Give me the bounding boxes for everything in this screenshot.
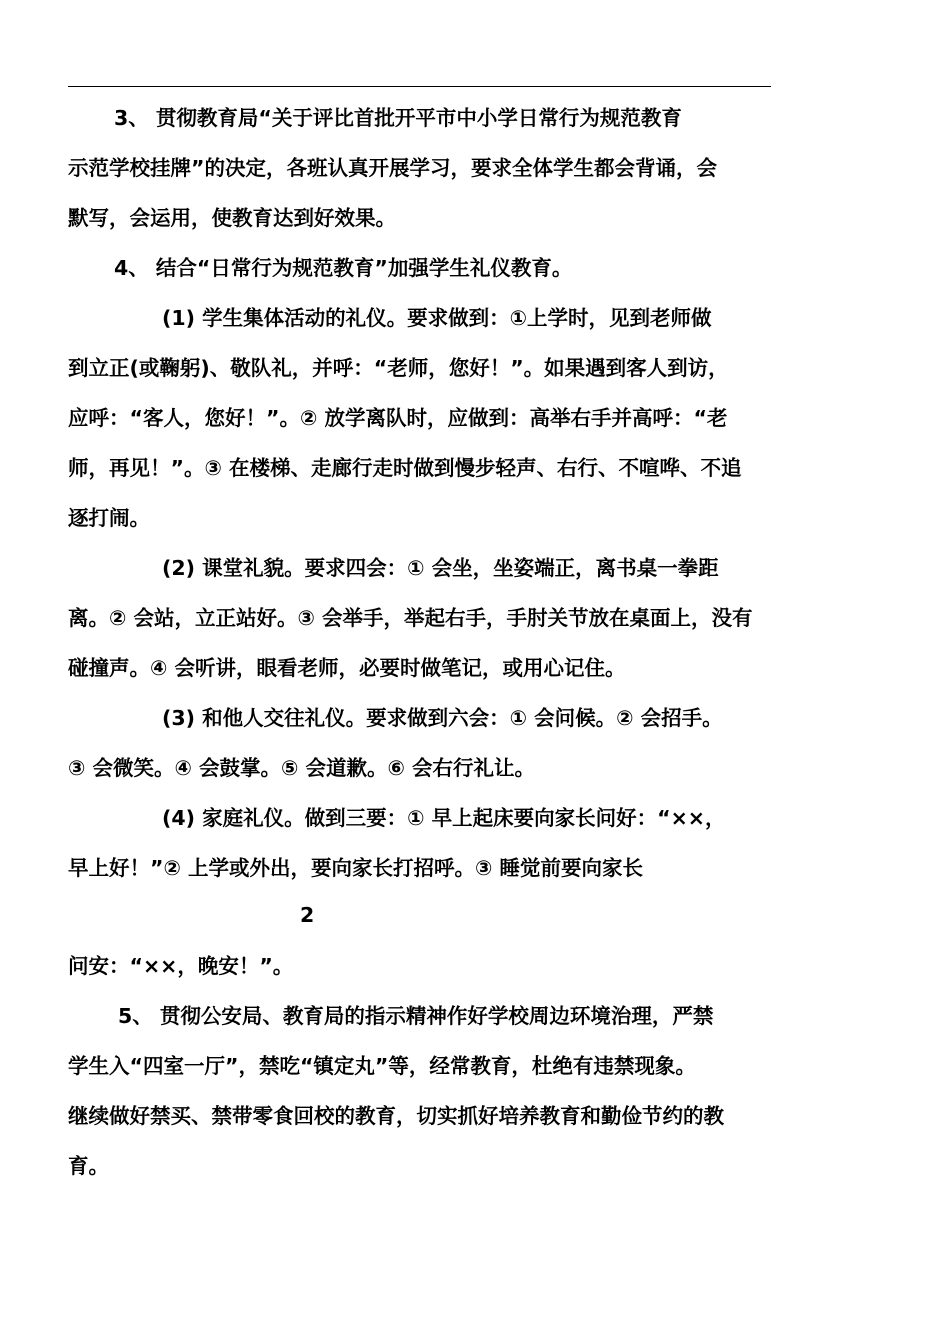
sub-item-4-line-3: 问安：“××，晚安！”。 (68, 954, 294, 978)
sub-item-1-line-3: 应呼：“客人，您好！”。② 放学离队时，应做到：高举右手并高呼：“老 (68, 406, 728, 430)
item-5-line-4: 育。 (68, 1154, 109, 1178)
sub-item-1-line-5: 逐打闹。 (68, 506, 150, 530)
sub-item-1-line-2: 到立正(或鞠躬)、敬队礼，并呼：“老师，您好！”。如果遇到客人到访， (68, 356, 729, 380)
item-5-line-3: 继续做好禁买、禁带零食回校的教育，切实抓好培养教育和勤俭节约的教 (68, 1104, 724, 1128)
sub-item-2-line-2: 离。② 会站，立正站好。③ 会举手，举起右手，手肘关节放在桌面上，没有 (68, 606, 753, 630)
header-rule (68, 86, 771, 87)
sub-item-3-line-1: (3) 和他人交往礼仪。要求做到六会：① 会问候。② 会招手。 (162, 706, 723, 730)
item-5-line-2: 学生入“四室一厅”，禁吃“镇定丸”等，经常教育，杜绝有违禁现象。 (68, 1054, 696, 1078)
item-4-heading: 4、 结合“日常行为规范教育”加强学生礼仪教育。 (114, 256, 573, 280)
sub-item-4-line-1: (4) 家庭礼仪。做到三要：① 早上起床要向家长问好：“××， (162, 806, 726, 830)
item-3-line-1: 3、 贯彻教育局“关于评比首批开平市中小学日常行为规范教育 (114, 106, 682, 130)
sub-item-1-line-1: (1) 学生集体活动的礼仪。要求做到：①上学时，见到老师做 (162, 306, 712, 330)
item-3-line-3: 默写，会运用，使教育达到好效果。 (68, 206, 396, 230)
sub-item-4-line-2: 早上好！”② 上学或外出，要向家长打招呼。③ 睡觉前要向家长 (68, 856, 643, 880)
page-number: 2 (300, 903, 315, 927)
sub-item-1-line-4: 师，再见！”。③ 在楼梯、走廊行走时做到慢步轻声、右行、不喧哗、不追 (68, 456, 742, 480)
sub-item-3-line-2: ③ 会微笑。④ 会鼓掌。⑤ 会道歉。⑥ 会右行礼让。 (68, 756, 535, 780)
sub-item-2-line-1: (2) 课堂礼貌。要求四会：① 会坐，坐姿端正，离书桌一拳距 (162, 556, 719, 580)
item-3-line-2: 示范学校挂牌”的决定，各班认真开展学习，要求全体学生都会背诵，会 (68, 156, 717, 180)
sub-item-2-line-3: 碰撞声。④ 会听讲，眼看老师，必要时做笔记，或用心记住。 (68, 656, 626, 680)
item-5-line-1: 5、 贯彻公安局、教育局的指示精神作好学校周边环境治理，严禁 (118, 1004, 714, 1028)
